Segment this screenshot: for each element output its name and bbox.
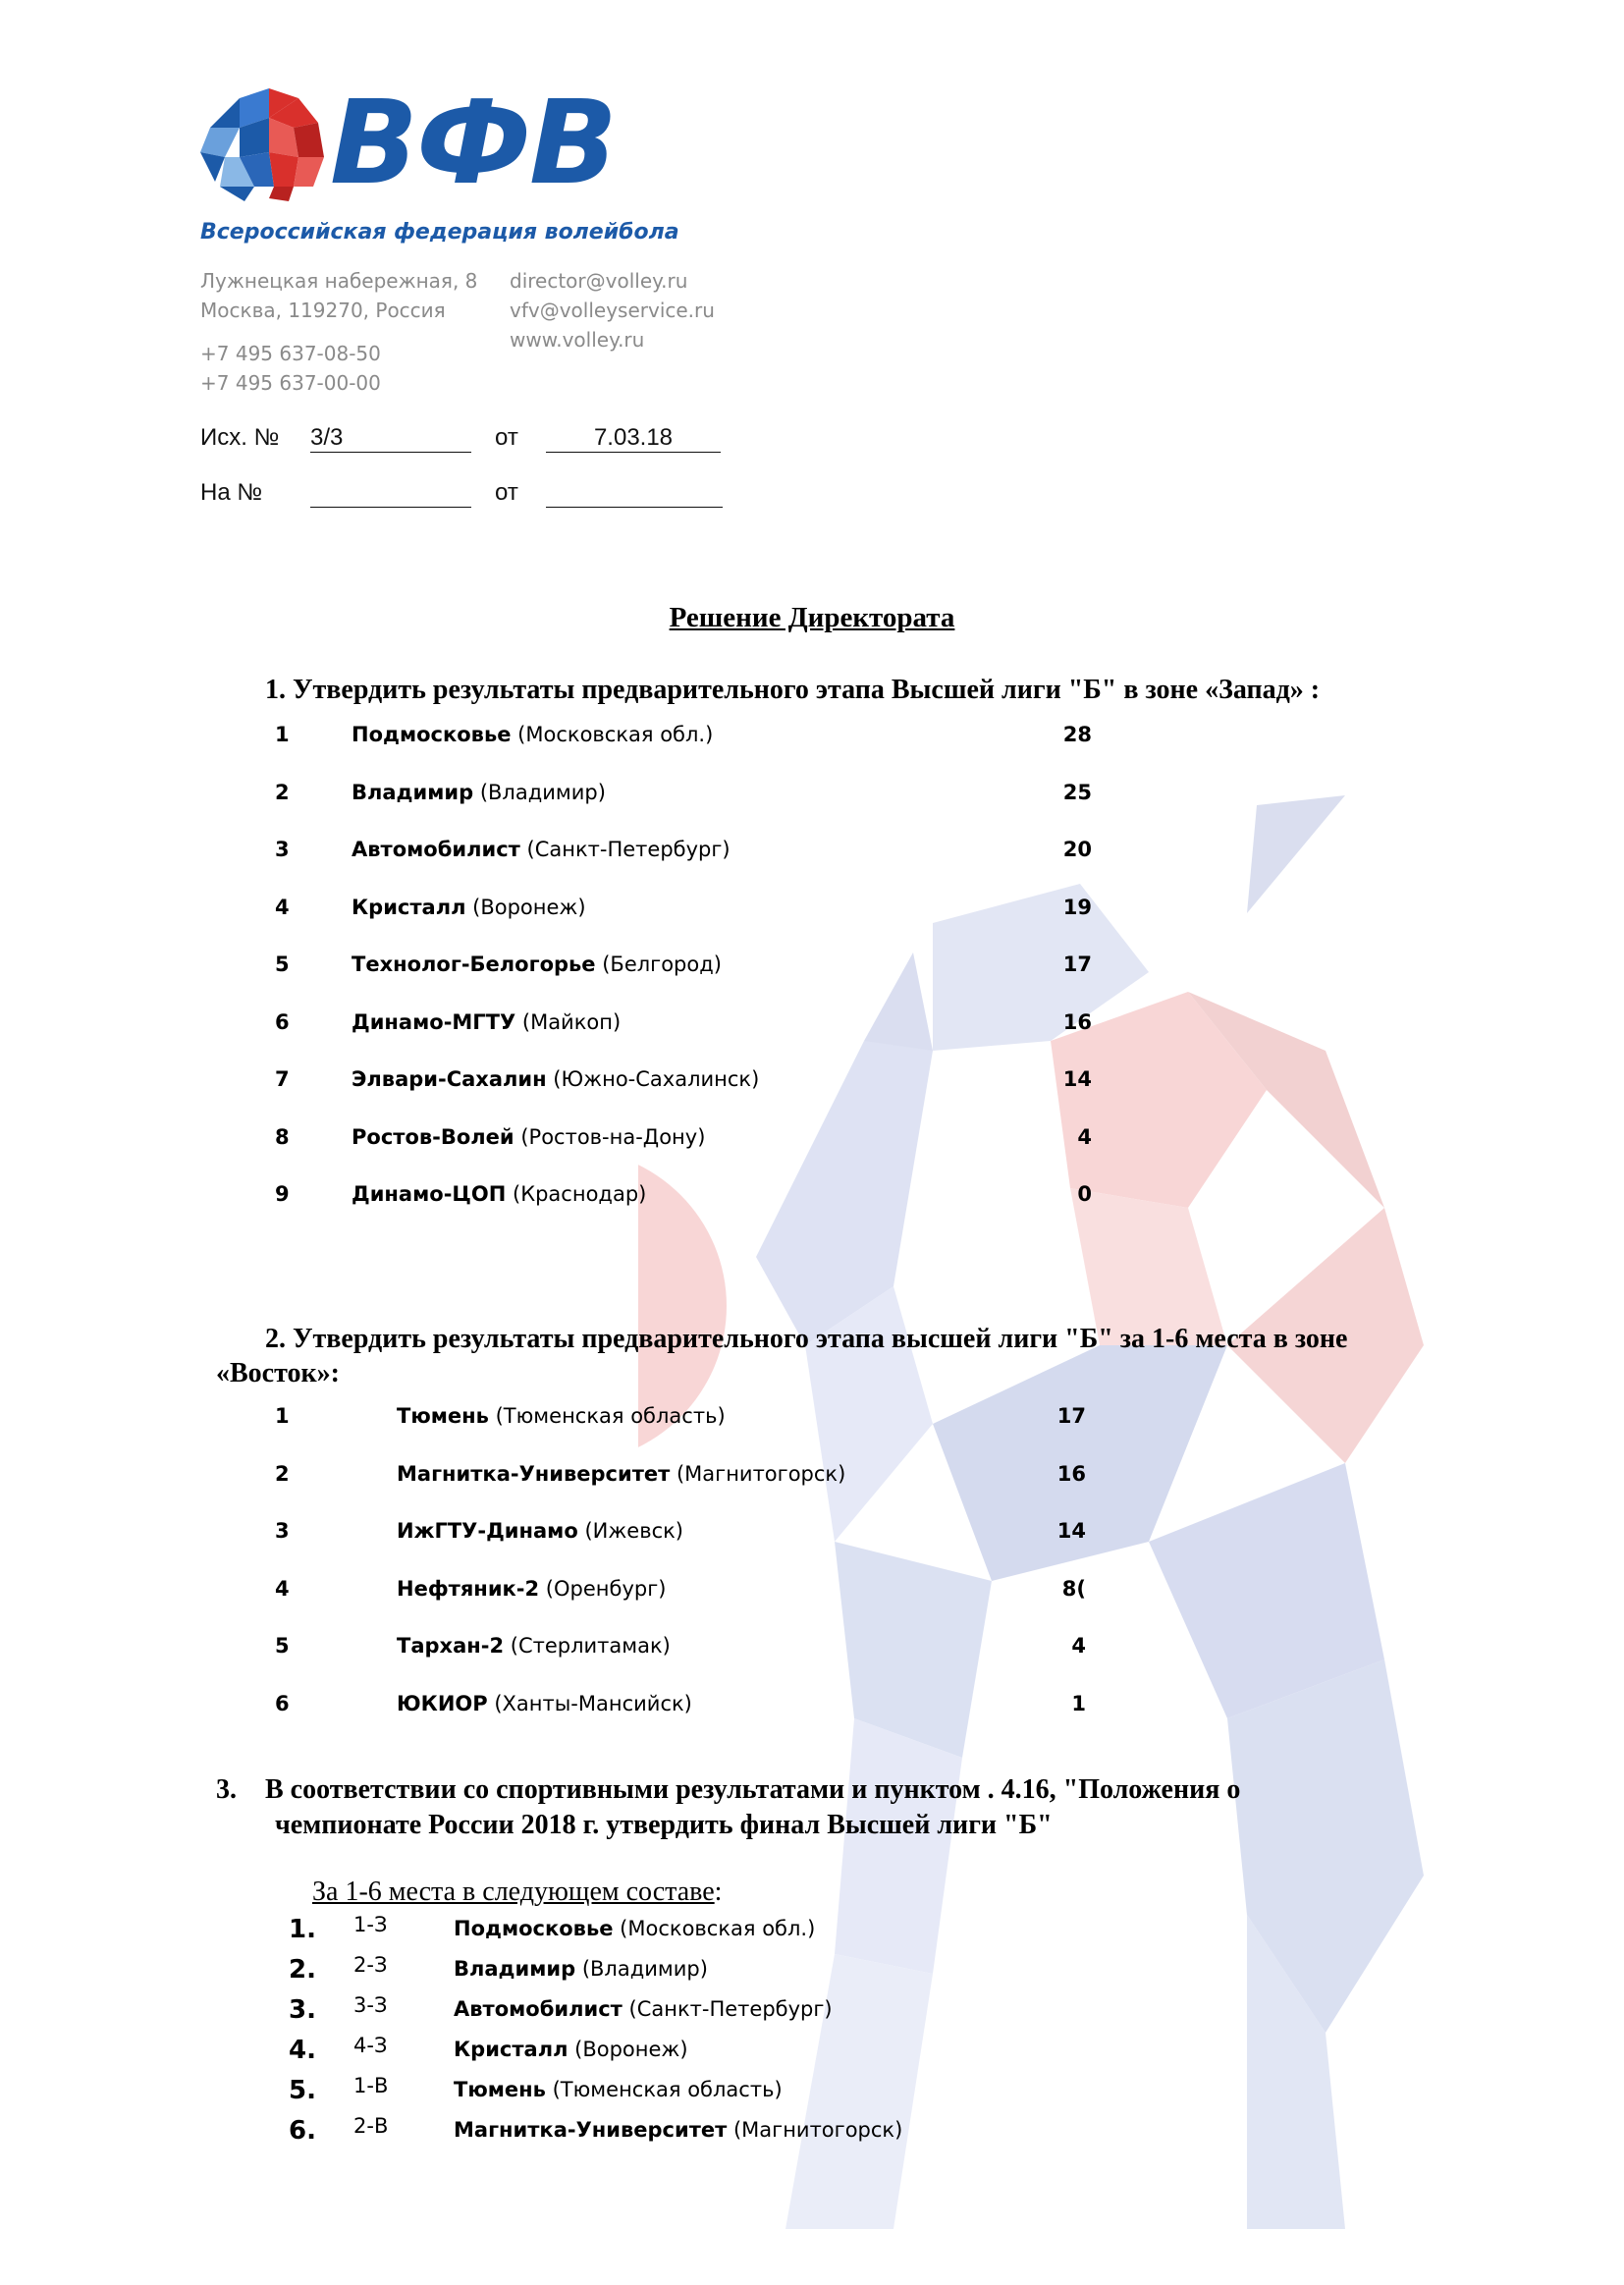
address-line: Москва, 119270, Россия: [200, 299, 446, 322]
incoming-from-label: от: [495, 479, 518, 506]
team-city: (Южно-Сахалинск): [546, 1067, 760, 1091]
points-value: 8(: [1061, 1576, 1086, 1601]
place-number: 5: [275, 952, 290, 976]
team-name: ИжГТУ-Динамо: [397, 1519, 578, 1543]
team-city: (Ижевск): [577, 1519, 683, 1543]
team-cell: [352, 781, 606, 804]
outgoing-number: 3/3: [310, 424, 344, 451]
incoming-label: На №: [200, 479, 263, 506]
section3-heading: В соответствии со спортивными результатами и пунктом . 4.16, "Положения о: [265, 1774, 1241, 1805]
team-city: (Владимир): [575, 1957, 708, 1981]
vfv-logo-subtitle: Всероссийская федерация волейбола: [200, 220, 679, 245]
team-name: Магнитка-Университет: [454, 2118, 728, 2142]
team-name: Автомобилист: [352, 838, 520, 861]
final-list-item: [0, 2114, 1624, 2153]
seed-code: 2-В: [353, 2114, 389, 2138]
place-number: 9: [275, 1182, 290, 1206]
seed-code: 4-З: [353, 2034, 388, 2057]
table-row: [0, 838, 1624, 867]
table-row: [0, 1462, 1624, 1492]
team-cell: [397, 1634, 671, 1658]
table-row: [0, 1692, 1624, 1721]
section1-heading: 1. Утвердить результаты предварительного этапа Высшей лиги "Б" в зоне «Запад» :: [265, 675, 1321, 705]
final-list-item: [0, 1953, 1624, 1992]
email-director[interactable]: director@volley.ru: [510, 269, 688, 293]
team-city: (Московская обл.): [511, 723, 714, 746]
points-value: 4: [1071, 1634, 1086, 1658]
outgoing-from-label: от: [495, 424, 518, 451]
table-row: [0, 1404, 1624, 1434]
team-cell: [397, 1577, 666, 1601]
team-city: (Белгород): [595, 952, 722, 976]
list-number: 5.: [289, 2076, 316, 2105]
phone-line: +7 495 637-00-00: [200, 371, 381, 395]
team-city: (Ханты-Мансийск): [487, 1691, 692, 1715]
team-cell: [352, 723, 713, 746]
team-name: Тюмень: [397, 1404, 489, 1428]
team-city: (Краснодар): [506, 1182, 647, 1206]
team-name: Технолог-Белогорье: [352, 952, 596, 976]
phone-block: [200, 339, 381, 398]
team-city: (Магнитогорск): [727, 2118, 903, 2142]
place-number: 6: [275, 1009, 290, 1034]
points-value: 16: [1062, 1009, 1092, 1034]
place-number: 1: [275, 723, 290, 746]
team-cell: [454, 1917, 815, 1940]
team-cell: [397, 1462, 845, 1486]
team-cell: [352, 1125, 705, 1149]
team-name: Магнитка-Университет: [397, 1461, 671, 1486]
points-value: 17: [1062, 952, 1092, 976]
team-name: Кристалл: [352, 895, 466, 919]
team-name: Подмосковье: [352, 723, 512, 746]
team-name: Элвари-Сахалин: [352, 1067, 547, 1091]
decision-title: Решение Директората: [669, 602, 955, 633]
team-city: (Московская обл.): [613, 1917, 816, 1940]
team-cell: [454, 2078, 783, 2101]
team-name: Тюмень: [454, 2078, 546, 2101]
team-name: Динамо-ЦОП: [352, 1182, 507, 1206]
team-cell: [454, 1957, 708, 1981]
team-cell: [352, 1182, 646, 1206]
team-name: Автомобилист: [454, 1997, 623, 2021]
address-line: Лужнецкая набережная, 8: [200, 269, 478, 293]
list-number: 6.: [289, 2116, 316, 2146]
section3-number: 3.: [216, 1774, 237, 1805]
team-cell: [397, 1404, 726, 1428]
team-name: Кристалл: [454, 2038, 568, 2061]
place-number: 4: [275, 1576, 290, 1601]
final-list-item: [0, 1993, 1624, 2033]
incoming-number-field: [310, 479, 471, 515]
contacts-block: [510, 266, 715, 354]
section2-heading: 2. Утвердить результаты предварительного этапа высшей лиги "Б" за 1-6 места в зоне: [265, 1324, 1348, 1354]
team-cell: [454, 2118, 902, 2142]
place-number: 4: [275, 895, 290, 919]
place-number: 3: [275, 838, 290, 861]
website-link[interactable]: www.volley.ru: [510, 328, 645, 352]
table-row: [0, 1010, 1624, 1040]
team-name: Владимир: [454, 1957, 576, 1981]
team-city: (Воронеж): [568, 2038, 688, 2061]
points-value: 17: [1056, 1404, 1086, 1428]
team-name: Нефтяник-2: [397, 1576, 540, 1601]
team-cell: [352, 1010, 621, 1034]
list-number: 2.: [289, 1955, 316, 1985]
phone-line: +7 495 637-08-50: [200, 342, 381, 365]
table-row: [0, 1182, 1624, 1212]
team-name: Владимир: [352, 780, 474, 804]
points-value: 19: [1062, 895, 1092, 919]
place-number: 2: [275, 780, 290, 804]
team-name: Тархан-2: [397, 1634, 505, 1658]
team-city: (Санкт-Петербург): [519, 838, 731, 861]
outgoing-label: Исх. №: [200, 424, 280, 451]
points-value: 14: [1056, 1519, 1086, 1543]
team-city: (Тюменская область): [545, 2078, 783, 2101]
team-name: ЮКИОР: [397, 1691, 488, 1715]
table-row: [0, 1577, 1624, 1606]
address-block: [200, 266, 477, 325]
team-cell: [352, 1067, 759, 1091]
points-value: 4: [1077, 1124, 1092, 1149]
outgoing-number-field: [310, 424, 471, 453]
team-cell: [397, 1692, 692, 1715]
points-value: 0: [1077, 1182, 1092, 1206]
team-city: (Стерлитамак): [504, 1634, 671, 1658]
place-number: 7: [275, 1067, 290, 1091]
points-value: 16: [1056, 1461, 1086, 1486]
place-number: 8: [275, 1124, 290, 1149]
points-value: 20: [1062, 838, 1092, 861]
seed-code: 3-З: [353, 1993, 388, 2017]
final-list-item: [0, 1913, 1624, 1952]
team-city: (Санкт-Петербург): [622, 1997, 833, 2021]
team-city: (Оренбург): [539, 1576, 667, 1601]
table-row: [0, 723, 1624, 752]
table-row: [0, 1125, 1624, 1155]
final-list-item: [0, 2074, 1624, 2113]
table-row: [0, 1634, 1624, 1663]
table-row: [0, 952, 1624, 982]
points-value: 14: [1062, 1067, 1092, 1091]
seed-code: 1-В: [353, 2074, 389, 2097]
section3-heading-cont: чемпионате России 2018 г. утвердить финал Высшей лиги "Б": [275, 1810, 1053, 1840]
team-city: (Воронеж): [465, 895, 586, 919]
team-cell: [352, 838, 731, 861]
outgoing-date: 7.03.18: [593, 424, 674, 451]
team-name: Подмосковье: [454, 1917, 614, 1940]
email-service[interactable]: vfv@volleyservice.ru: [510, 299, 715, 322]
table-row: [0, 781, 1624, 810]
place-number: 2: [275, 1461, 290, 1486]
team-city: (Магнитогорск): [670, 1461, 846, 1486]
section3-subheading: За 1-6 места в следующем составе:: [312, 1877, 723, 1907]
team-cell: [352, 896, 586, 919]
table-row: [0, 1067, 1624, 1097]
seed-code: 2-З: [353, 1953, 388, 1977]
team-city: (Тюменская область): [488, 1404, 726, 1428]
list-number: 1.: [289, 1915, 316, 1944]
team-city: (Ростов-на-Дону): [514, 1124, 706, 1149]
points-value: 28: [1062, 723, 1092, 746]
place-number: 5: [275, 1634, 290, 1658]
team-name: Динамо-МГТУ: [352, 1009, 516, 1034]
team-city: (Владимир): [473, 780, 606, 804]
team-city: (Майкоп): [515, 1009, 622, 1034]
place-number: 1: [275, 1404, 290, 1428]
list-number: 4.: [289, 2036, 316, 2065]
table-row: [0, 896, 1624, 925]
vfv-logo-text: ВФВ: [330, 75, 616, 210]
team-cell: [397, 1519, 683, 1543]
team-cell: [454, 2038, 688, 2061]
points-value: 1: [1071, 1691, 1086, 1715]
team-cell: [352, 952, 722, 976]
place-number: 3: [275, 1519, 290, 1543]
seed-code: 1-З: [353, 1913, 388, 1936]
list-number: 3.: [289, 1995, 316, 2025]
team-cell: [454, 1997, 833, 2021]
vfv-logo-mosaic: [200, 88, 324, 201]
team-name: Ростов-Волей: [352, 1124, 514, 1149]
incoming-date-field: [546, 479, 723, 515]
final-list-item: [0, 2034, 1624, 2073]
points-value: 25: [1062, 780, 1092, 804]
place-number: 6: [275, 1691, 290, 1715]
outgoing-date-field: [546, 424, 721, 453]
section2-heading-cont: «Восток»:: [216, 1358, 340, 1388]
table-row: [0, 1519, 1624, 1549]
